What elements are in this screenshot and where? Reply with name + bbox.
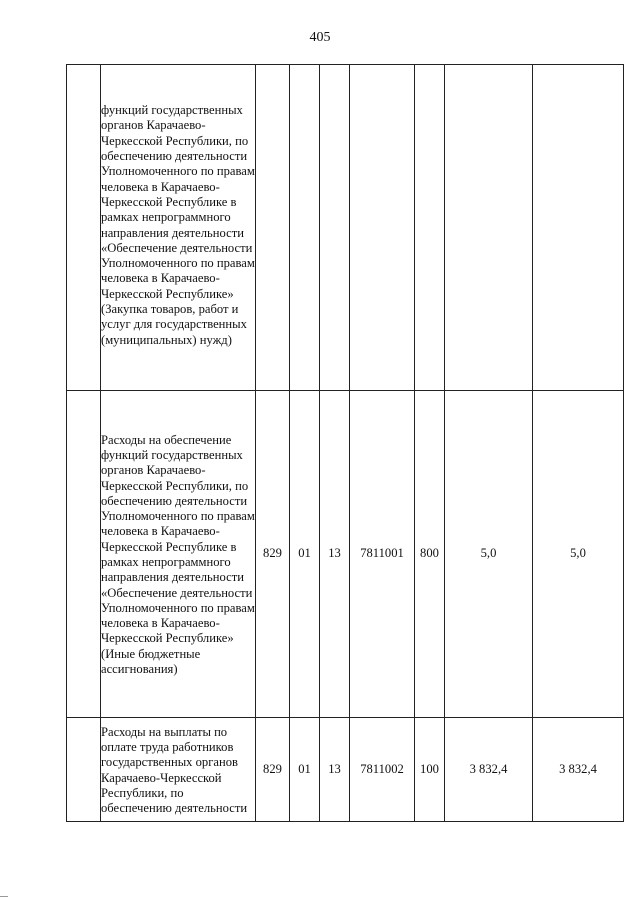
scan-edge-mark (0, 896, 8, 897)
expense-type-cell: 800 (415, 391, 445, 718)
amount-year-2-cell: 5,0 (533, 391, 624, 718)
budget-table (66, 64, 624, 822)
page-number: 405 (309, 30, 331, 45)
row-number-cell (67, 391, 101, 718)
expense-name-cell (101, 718, 256, 822)
table-row (67, 65, 624, 391)
amount-year-2-cell (533, 65, 624, 391)
subsection-code-cell: 13 (320, 391, 350, 718)
expense-name-cell (101, 65, 256, 391)
expense-name-cell (101, 391, 256, 718)
expense-name: Расходы на обеспечение функций государственных органов Карачаево-Черкесской Республики, по обеспечению деятельности Уполномоченного по правам человека в Карачаево-Черкесской Республике в рамках непрограммного направления деятельности «Обеспечение деятельности Уполномоченного по правам человека в Карачаево-Черкесской Республике» (Иные бюджетные ассигнования) (101, 432, 255, 677)
section-code-cell (290, 65, 320, 391)
expense-type-cell: 100 (415, 718, 445, 822)
target-article-cell: 7811001 (350, 391, 415, 718)
ministry-code-cell: 829 (256, 718, 290, 822)
amount-year-2-cell: 3 832,4 (533, 718, 624, 822)
expense-name: функций государственных органов Карачаево-Черкесской Республики, по обеспечению деятельности Уполномоченного по правам человека в Карачаево-Черкесской Республике в рамках непрограммного направления деятельности «Обеспечение деятельности Уполномоченного по правам человека в Карачаево-Черкесской Республике» (Закупка товаров, работ и услуг для государственных (муниципальных) нужд) (101, 103, 255, 347)
amount-year-1-cell: 3 832,4 (445, 718, 533, 822)
amount-year-1-cell (445, 65, 533, 391)
target-article-cell (350, 65, 415, 391)
expense-name: Расходы на выплаты по оплате труда работников государственных органов Карачаево-Черкесской Республики, по обеспечению деятельности (101, 724, 248, 816)
section-code-cell: 01 (290, 391, 320, 718)
amount-year-1-cell: 5,0 (445, 391, 533, 718)
subsection-code-cell (320, 65, 350, 391)
ministry-code-cell (256, 65, 290, 391)
table-row (67, 391, 624, 718)
row-number-cell (67, 65, 101, 391)
row-number-cell (67, 718, 101, 822)
subsection-code-cell: 13 (320, 718, 350, 822)
target-article-cell: 7811002 (350, 718, 415, 822)
table-row (67, 718, 624, 822)
section-code-cell: 01 (290, 718, 320, 822)
expense-type-cell (415, 65, 445, 391)
ministry-code-cell: 829 (256, 391, 290, 718)
